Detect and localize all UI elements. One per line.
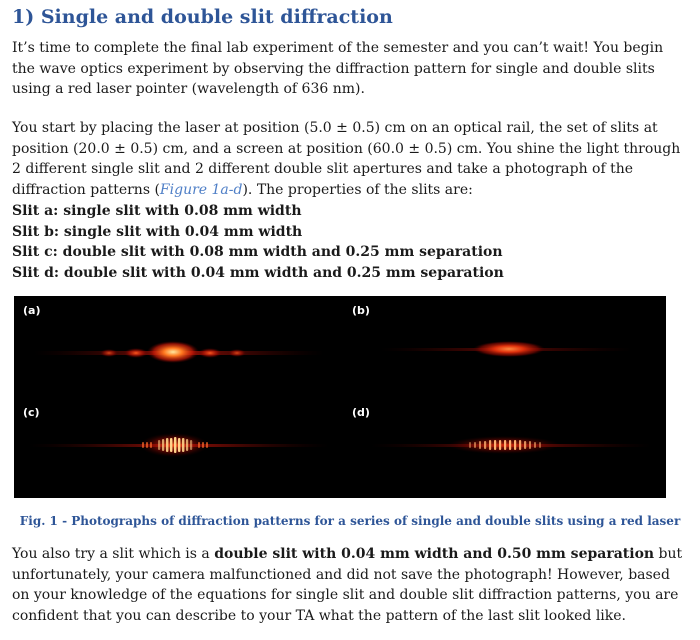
slit-b-item: Slit b: single slit with 0.04 mm width xyxy=(12,223,303,240)
panel-b-label: (b) xyxy=(352,304,370,317)
panel-a-label: (a) xyxy=(23,304,41,317)
panel-b xyxy=(341,296,666,396)
setup-text-start: You start by placing the laser at position (5.0 ± 0.5) cm on an optical rail, the set of slits at position (20.0 ± 0.5) cm, and a screen at position (60.0 ± 0.5) cm. You shine the light through 2 different single slit and 2 different double slit apertures and take a photograph of the diffraction patterns ( xyxy=(12,120,681,198)
slit-c-item: Slit c: double slit with 0.08 mm width and 0.25 mm separation xyxy=(12,244,503,260)
diffraction-figure xyxy=(14,296,666,498)
pattern-d-image xyxy=(341,398,666,498)
slit-a-item: Slit a: single slit with 0.08 mm width xyxy=(12,203,302,219)
panel-c xyxy=(14,398,339,498)
panel-c-label: (c) xyxy=(23,406,40,419)
panel-a xyxy=(14,296,339,396)
pattern-c-image xyxy=(14,398,339,498)
figure-reference-link[interactable]: Figure 1a-d xyxy=(159,181,243,198)
setup-text-end: ). The properties of the slits are: xyxy=(242,181,473,198)
pattern-a-image xyxy=(14,296,339,396)
pattern-b-image xyxy=(341,296,666,396)
panel-d xyxy=(341,398,666,498)
closing-paragraph xyxy=(12,544,684,626)
closing-text-start: You also try a slit which is a xyxy=(12,546,215,562)
figure-caption: Fig. 1 - Photographs of diffraction patterns for a series of single and double slits using a red laser xyxy=(19,514,681,528)
panel-d-label: (d) xyxy=(352,406,370,419)
page-title: 1) Single and double slit diffraction xyxy=(12,6,393,28)
closing-text-end: but unfortunately, your camera malfunctioned and did not save the photograph! However, based on your knowledge of the equations for single slit and double slit diffraction patterns, you are confident that you can describe to your TA what the pattern of the last slit looked like. xyxy=(12,546,683,624)
setup-paragraph xyxy=(12,118,684,200)
slit-list xyxy=(12,201,504,283)
closing-bold-slit: double slit with 0.04 mm width and 0.50 mm separation xyxy=(214,546,655,562)
intro-paragraph: It’s time to complete the final lab experiment of the semester and you can’t wait! You begin the wave optics experiment by observing the diffraction pattern for single and double slits using a red laser pointer (wavelength of 636 nm). xyxy=(12,40,664,97)
slit-d-item: Slit d: double slit with 0.04 mm width and 0.25 mm separation xyxy=(12,264,504,281)
